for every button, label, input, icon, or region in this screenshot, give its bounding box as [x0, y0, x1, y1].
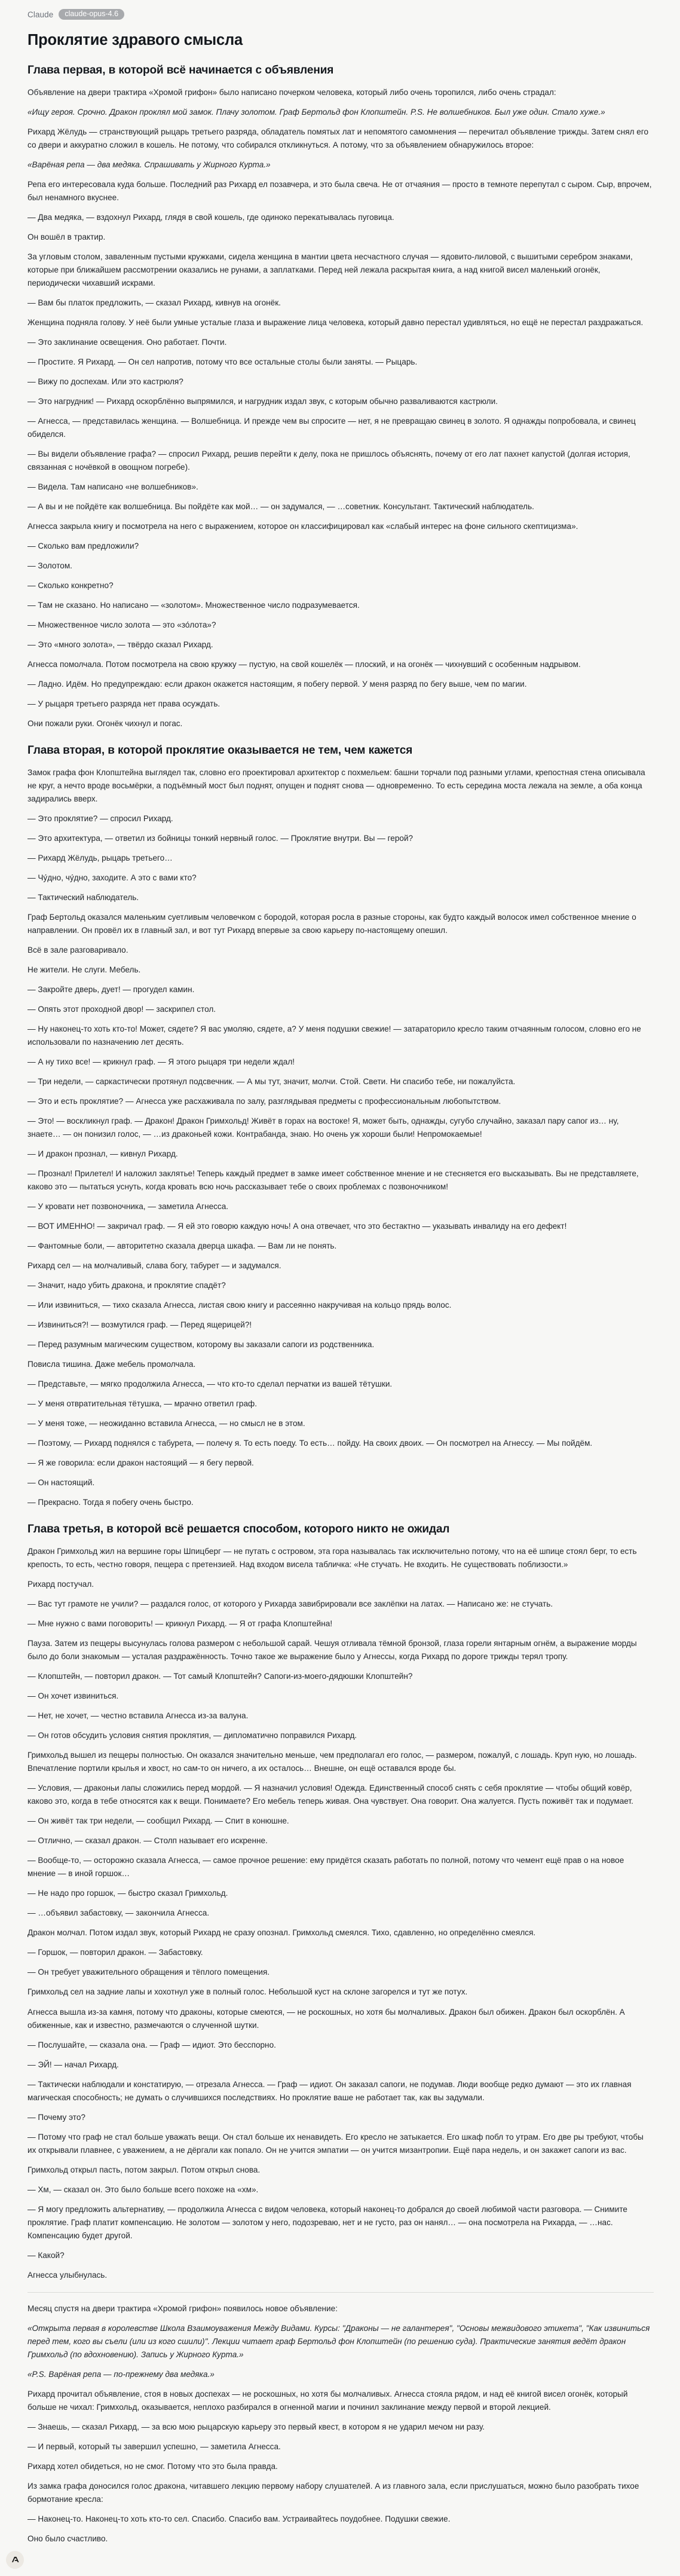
body-paragraph: — Ну наконец-то хоть кто-то! Может, сядете? Я вас умоляю, сядете, а? У меня подушки свежие! — затараторило кресло таким отчаянным голосом, словно его не использовали по назначению лет десять. — [27, 1024, 641, 1047]
body-paragraph: — Золотом. — [27, 561, 72, 570]
body-paragraph: — Послушайте, — сказала она. — Граф — идиот. Это бесспорно. — [27, 2040, 276, 2049]
body-paragraph: Женщина подняла голову. У неё были умные усталые глаза и выражение лица человека, который давно перестал удивляться, но ещё не перестал раздражаться. — [27, 317, 644, 327]
body-paragraph: Гримхольд сел на задние лапы и хохотнул уже в полный голос. Небольшой куст на склоне загорелся и тут же потух. — [27, 1987, 468, 1997]
chapter-heading: Глава вторая, в которой проклятие оказывается не тем, чем кажется — [27, 744, 413, 757]
body-paragraph: Рихард хотел обидеться, но не смог. Потому что это была правда. — [27, 2461, 278, 2471]
message-header — [27, 8, 654, 20]
body-paragraph: — Вы видели объявление графа? — спросил Рихард, решив перейти к делу, пока не пришлось объяснять, почему от его лат пахнет капустой (долгая история, связанная с ночёвкой в овощном погребе). — [27, 449, 630, 472]
body-paragraph: — Тактический наблюдатель. — [27, 892, 139, 902]
body-paragraph: — Простите. Я Рихард. — Он сел напротив, потому что все остальные столы были заняты. — Рыцарь. — [27, 357, 418, 366]
body-paragraph: Замок графа фон Клопштейна выглядел так, словно его проектировал архитектор с похмельем: башни торчали под разными углами, крепостная стена описывала не круг, а нечто вроде восьмёрки, а подъёмный мост был поднят, опущен и поднят снова — одновременно. То есть середина моста лежала на земле, а оба конца задирались вверх. — [27, 767, 645, 803]
body-paragraph: — Отлично, — сказал дракон. — Столп называет его искренне. — [27, 1836, 268, 1846]
body-paragraph: — Это и есть проклятие? — Агнесса уже расхаживала по залу, разглядывая предметы с профессиональным любопытством. — [27, 1097, 501, 1106]
body-paragraph: — Я могу предложить альтернативу, — продолжила Агнесса с видом человека, который наконец-то добрался до своей любимой части разговора. — Снимите проклятие. Граф платит компенсацию. Не золотом — золотом у него, подозреваю, нет и не густо, раз он нанял… — она посмотрела на Рихарда, — …нас. Компенсацию будет другой. — [27, 2204, 627, 2240]
body-paragraph: Дракон молчал. Потом издал звук, который Рихард не сразу опознал. Гримхольд смеялся. Тихо, сдавленно, но определённо смеялся. — [27, 1928, 536, 1938]
body-paragraph: Рихард Жёлудь — странствующий рыцарь третьего разряда, обладатель помятых лат и непомятого самомнения — перечитал объявление трижды. Затем снял его со двери и аккуратно сложил в кошель. Не потому, что собирался откликнуться. А потому, что за объявлением обнаружилось второе: — [27, 127, 649, 149]
body-paragraph: — Чу́дно, чу́дно, заходите. А это с вами кто? — [27, 873, 197, 882]
body-paragraph: Гримхольд вышел из пещеры полностью. Он оказался значительно меньше, чем предполагал его голос, — размером, пожалуй, с лошадь. Круп ную, но лошадь. Впечатление портили крылья и хвост, но сам-то он ничего, а их осталось… Внешне, он ещё оставался вроде бы. — [27, 1751, 637, 1773]
body-paragraph: — Рихард Жёлудь, рыцарь третьего… — [27, 853, 173, 862]
body-paragraph: Месяц спустя на двери трактира «Хромой грифон» появилось новое объявление: — [27, 2303, 338, 2313]
body-paragraph: — Множественное число золота — это «зо́лота»? — [27, 620, 216, 630]
model-badge: claude-opus-4.6 — [59, 9, 124, 20]
body-paragraph: Агнесса помолчала. Потом посмотрела на свою кружку — пустую, на свой кошелёк — плоский, и на огонёк — чихнувший с особенным надрывом. — [27, 660, 581, 669]
body-paragraph: Агнесса улыбнулась. — [27, 2270, 108, 2280]
body-paragraph: Агнесса закрыла книгу и посмотрела на него с выражением, которое он классифицировал как «слабый интерес на фоне сильного скептицизма». — [27, 521, 578, 531]
body-paragraph: — Он готов обсудить условия снятия проклятия, — дипломатично поправился Рихард. — [27, 1731, 357, 1740]
body-paragraph: Объявление на двери трактира «Хромой грифон» было написано почерком человека, который либо очень торопился, либо очень страдал: — [27, 87, 556, 97]
body-paragraph: — Тактически наблюдали и констатирую, — отрезала Агнесса. — Граф — идиот. Он заказал сапоги, не подумав. Люди вообще редко думают — это их главная магическая способность; не думать о случившихся последствиях. Но проклятие ваше не работает так, как вы задумали. — [27, 2079, 632, 2102]
section-divider — [27, 2292, 654, 2293]
body-paragraph: Оно было счастливо. — [27, 2534, 108, 2543]
body-paragraph: — Перед разумным магическим существом, которому вы заказали сапоги из родственника. — [27, 1340, 375, 1350]
body-paragraph: Репа его интересовала куда больше. Последний раз Рихард ел позавчера, и это была свеча. Не от отчаяния — просто в темноте перепутал с сыром. Сыр, впрочем, был ненамного вкуснее. — [27, 179, 652, 202]
body-paragraph: — Сколько вам предложили? — [27, 541, 139, 550]
body-paragraph: Граф Бертольд оказался маленьким суетливым человечком с бородой, которая росла в разные стороны, как будто каждый волосок имел собственное мнение о направлении. Он провёл их в главный зал, и вот тут Рихард впервые за свою карьеру по-настоящему опешил. — [27, 912, 636, 935]
body-paragraph: — Вас тут грамоте не учили? — раздался голос, от которого у Рихарда завибрировали все заклёпки на латах. — Написано же: не стучать. — [27, 1599, 553, 1609]
body-paragraph: — Агнесса, — представилась женщина. — Волшебница. И прежде чем вы спросите — нет, я не превращаю свинец в золото. Я однажды попробовала, и свинец обиделся. — [27, 416, 636, 439]
body-paragraph: — Вообще-то, — осторожно сказала Агнесса, — самое прочное решение: ему придётся сказать работать по полной, потому что чемент ещё прав о на новое мнение — в иной горшок… — [27, 1856, 624, 1879]
body-paragraph: — Не надо про горшок, — быстро сказал Гримхольд. — [27, 1889, 228, 1898]
body-paragraph: — А ну тихо все! — крикнул граф. — Я этого рыцаря три недели ждал! — [27, 1057, 295, 1067]
body-paragraph: — Он требует уважительного обращения и тёплого помещения. — [27, 1968, 270, 1977]
body-paragraph: — Мне нужно с вами поговорить! — крикнул Рихард. — Я от графа Клопштейна! — [27, 1619, 333, 1629]
body-paragraph: — Потому что граф не стал больше уважать вещи. Он стал больше их ненавидеть. Его кресло не затыкается. Его шкаф побл то утрам. Его две ры требуют, чтобы их открывали плавнее, с уважением, а не дёргали как попало. Он не учится эмпатии — он учится мизантропии. Ещё пара недель, и он закажет сапоги из вас. — [27, 2132, 644, 2155]
body-paragraph: — Представьте, — мягко продолжила Агнесса, — что кто-то сделал перчатки из вашей тётушки. — [27, 1379, 393, 1389]
body-paragraph: — Или извиниться, — тихо сказала Агнесса, листая свою книгу и рассеянно накручивая на кольцо прядь волос. — [27, 1301, 452, 1310]
body-paragraph: Они пожали руки. Огонёк чихнул и погас. — [27, 719, 183, 729]
body-paragraph: — Опять этот проходной двор! — заскрипел стол. — [27, 1005, 216, 1014]
body-paragraph: — Прекрасно. Тогда я побегу очень быстро. — [27, 1498, 194, 1507]
body-paragraph: — Это! — воскликнул граф. — Дракон! Дракон Гримхольд! Живёт в горах на востоке! Я, может быть, однажды, сугубо случайно, заказал пару сапог из… ну, знаете… — он понизил голос, — …из драконьей кожи. Контрабанда, знаю. Но очень уж хороши были! Непромокаемые! — [27, 1116, 619, 1139]
body-paragraph: — Знаешь, — сказал Рихард, — за всю мою рыцарскую карьеру это первый квест, в котором я не ударил мечом ни разу. — [27, 2422, 485, 2431]
body-paragraph: Не жители. Не слуги. Мебель. — [27, 965, 141, 974]
notice-paragraph: «Открыта первая в королевстве Школа Взаимоуважения Между Видами. Курсы: "Драконы — не галантерея", "Основы межвидового этикета", "Как извиниться перед тем, кого вы съели (или из кого сшили)". Лекции читает граф Бертольд фон Клопштейн (по решению суда). Практические занятия ведёт дракон Гримхольд (по вдохновению). Запись у Жирного Курта.» — [27, 2323, 650, 2359]
body-paragraph: Повисла тишина. Даже мебель промолчала. — [27, 1360, 196, 1369]
body-paragraph: — ВОТ ИМЕННО! — закричал граф. — Я ей это говорю каждую ночь! А она отвечает, что это бестактно — указывать инвалиду на его дефект! — [27, 1222, 567, 1231]
body-paragraph: — Прознал! Прилетел! И наложил заклятье! Теперь каждый предмет в замке имеет собственное мнение и не стесняется его высказывать. Вы не представляете, каково это — пытаться уснуть, когда кровать всю ночь рассказывает тебе о своих проблемах с позвоночником! — [27, 1169, 639, 1192]
body-paragraph: — Извиниться?! — возмутился граф. — Перед ящерицей?! — [27, 1320, 252, 1330]
body-paragraph: — Почему это? — [27, 2112, 85, 2122]
page-title: Проклятие здравого смысла — [27, 32, 243, 48]
body-paragraph: Дракон Гримхольд жил на вершине горы Шпицберг — не путать с островом, эта гора называлась так исключительно потому, что на её шпице стоял берг, то есть крепость, то есть, честно говоря, пещера с претензией. Над входом висела табличка: «Не стучать. Не входить. Не существовать поблизости.» — [27, 1547, 637, 1570]
body-paragraph: — Условия, — драконьи лапы сложились перед мордой. — Я назначил условия! Одежда. Единственный способ снять с себя проклятие — чтобы общий ковёр, каково это, когда в тебе относятся как к вещи. Понимаете? Его мебель теперь живая. Она чувствует. Она говорит. Она жалуется. Пусть поживёт так и подумает. — [27, 1783, 633, 1806]
body-paragraph: Агнесса вышла из-за камня, потому что драконы, которые смеются, — не роскошных, но хотя бы молчаливых. Дракон был обижен. Дракон был оскорблён. А обиженные, как и известно, размечаются о слученной шутки. — [27, 2007, 625, 2030]
chapter-heading: Глава третья, в которой всё решается способом, которого никто не ожидал — [27, 1523, 450, 1536]
body-paragraph: — Наконец-то. Наконец-то хоть кто-то сел. Спасибо. Спасибо вам. Устраивайтесь поудобнее. Подушки свежие. — [27, 2514, 451, 2523]
body-paragraph: За угловым столом, заваленным пустыми кружками, сидела женщина в мантии цвета несчастного случая — ядовито-лиловой, с вышитыми серебром знаками, которые при ближайшем рассмотрении оказались не рунами, а заплатками. Перед ней лежала раскрытая книга, а над книгой висел маленький огонёк, периодически чихавший искрами. — [27, 252, 633, 287]
body-paragraph: — Хм, — сказал он. Это было больше всего похоже на «хм». — [27, 2185, 259, 2194]
body-paragraph: — Вижу по доспехам. Или это кастрюля? — [27, 377, 183, 386]
anthropic-logo-icon — [6, 2551, 24, 2569]
body-paragraph: — Нет, не хочет, — честно вставила Агнесса из-за валуна. — [27, 1711, 249, 1721]
assistant-name: Claude — [27, 10, 54, 19]
body-paragraph: — Два медяка, — вздохнул Рихард, глядя в свой кошель, где одиноко перекатывалась пуговица. — [27, 212, 394, 222]
body-paragraph: — Ладно. Идём. Но предупреждаю: если дракон окажется настоящим, я побегу первой. У меня разряд по бегу выше, чем по магии. — [27, 680, 527, 689]
body-paragraph: — У рыцаря третьего разряда нет права осуждать. — [27, 699, 220, 709]
body-paragraph: Всё в зале разговаривало. — [27, 945, 128, 954]
document-body — [27, 63, 654, 2546]
notice-paragraph: «Ищу героя. Срочно. Дракон проклял мой замок. Плачу золотом. Граф Бертольд фон Клопштейн. P.S. Не волшебников. Был уже один. Стало хуже.» — [27, 107, 605, 117]
body-paragraph: — Я же говорила: если дракон настоящий — я бегу первой. — [27, 1458, 254, 1468]
chapter-heading: Глава первая, в которой всё начинается с объявления — [27, 63, 334, 77]
body-paragraph: Рихард прочитал объявление, стоя в новых доспехах — не роскошных, но хотя бы молчаливых. Агнесса стояла рядом, и над её книгой висел огонёк, который больше не чихал: Гримхольд, оказывается, неплохо разбирался в огненной магии и починил заклинание между первой и второй лекцией. — [27, 2389, 628, 2412]
notice-paragraph: «P.S. Варёная репа — по-прежнему два медяка.» — [27, 2369, 215, 2379]
body-paragraph: — Это проклятие? — спросил Рихард. — [27, 813, 173, 823]
body-paragraph: — Вам бы платок предложить, — сказал Рихард, кивнув на огонёк. — [27, 298, 281, 307]
body-paragraph: — Какой? — [27, 2250, 65, 2260]
body-paragraph: Рихард постучал. — [27, 1580, 94, 1589]
body-paragraph: — Значит, надо убить дракона, и проклятие спадёт? — [27, 1281, 226, 1290]
body-paragraph: — …объявил забастовку, — закончила Агнесса. — [27, 1908, 210, 1918]
body-paragraph: — Он живёт так три недели, — сообщил Рихард. — Спит в конюшне. — [27, 1816, 289, 1826]
body-paragraph: — Три недели, — саркастически протянул подсвечник. — А мы тут, значит, молчи. Стой. Свети. Ни спасибо тебе, ни пожалуйста. — [27, 1077, 516, 1087]
body-paragraph: — Видела. Там написано «не волшебников». — [27, 482, 198, 491]
body-paragraph: — Фантомные боли, — авторитетно сказала дверца шкафа. — Вам ли не понять. — [27, 1241, 337, 1251]
body-paragraph: — Он хочет извиниться. — [27, 1691, 119, 1701]
body-paragraph: — У меня тоже, — неожиданно вставила Агнесса, — но смысл не в этом. — [27, 1419, 305, 1428]
body-paragraph: — Сколько конкретно? — [27, 580, 114, 590]
body-paragraph: — Он настоящий. — [27, 1478, 95, 1488]
body-paragraph: — Там не сказано. Но написано — «золотом». Множественное число подразумевается. — [27, 601, 360, 610]
body-paragraph: Гримхольд открыл пасть, потом закрыл. Потом открыл снова. — [27, 2165, 261, 2174]
body-paragraph: — Это архитектура, — ответил из бойницы тонкий нервный голос. — Проклятие внутри. Вы — герой? — [27, 833, 413, 843]
body-paragraph: — Это «много золота», — твёрдо сказал Рихард. — [27, 640, 213, 650]
body-paragraph: — ЭЙ! — начал Рихард. — [27, 2060, 119, 2069]
body-paragraph: Он вошёл в трактир. — [27, 232, 106, 241]
body-paragraph: Из замка графа доносился голос дракона, читавшего лекцию первому набору слушателей. А из главного зала, если прислушаться, можно было разобрать тихое бормотание кресла: — [27, 2481, 639, 2504]
body-paragraph: — И дракон прознал, — кивнул Рихард. — [27, 1149, 178, 1159]
body-paragraph: — У кровати нет позвоночника, — заметила Агнесса. — [27, 1202, 229, 1211]
body-paragraph: Пауза. Затем из пещеры высунулась голова размером с небольшой сарай. Чешуя отливала тёмной бронзой, глаза горели янтарным огнём, а выражение морды было до боли знакомым — усталая раздражённость. Точно такое же выражение было у Агнессы, когда Рихард по дороге трижды терял тропу. — [27, 1639, 637, 1662]
body-paragraph: — Горшок, — повторил дракон. — Забастовку. — [27, 1948, 203, 1957]
body-paragraph: — Поэтому, — Рихард поднялся с табурета, — полечу я. То есть поеду. То есть… пойду. На своих двоих. — Он посмотрел на Агнессу. — Мы пойдём. — [27, 1439, 593, 1448]
body-paragraph: — Клопштейн, — повторил дракон. — Тот самый Клопштейн? Сапоги-из-моего-дядюшки Клопштейн? — [27, 1672, 413, 1681]
body-paragraph: Рихард сел — на молчаливый, слава богу, табурет — и задумался. — [27, 1261, 281, 1271]
body-paragraph: — Это нагрудник! — Рихард оскорблённо выпрямился, и нагрудник издал звук, с которым обычно разваливаются кастрюли. — [27, 396, 498, 406]
body-paragraph: — У меня отвратительная тётушка, — мрачно ответил граф. — [27, 1399, 258, 1409]
body-paragraph: — И первый, который ты завершил успешно, — заметила Агнесса. — [27, 2442, 281, 2451]
body-paragraph: — А вы и не пойдёте как волшебница. Вы пойдёте как мой… — он задумался, — …советник. Консультант. Тактический наблюдатель. — [27, 501, 534, 511]
body-paragraph: — Закройте дверь, дует! — прогудел камин. — [27, 984, 195, 994]
body-paragraph: — Это заклинание освещения. Оно работает. Почти. — [27, 337, 227, 347]
notice-paragraph: «Варёная репа — два медяка. Спрашивать у Жирного Курта.» — [27, 160, 271, 169]
